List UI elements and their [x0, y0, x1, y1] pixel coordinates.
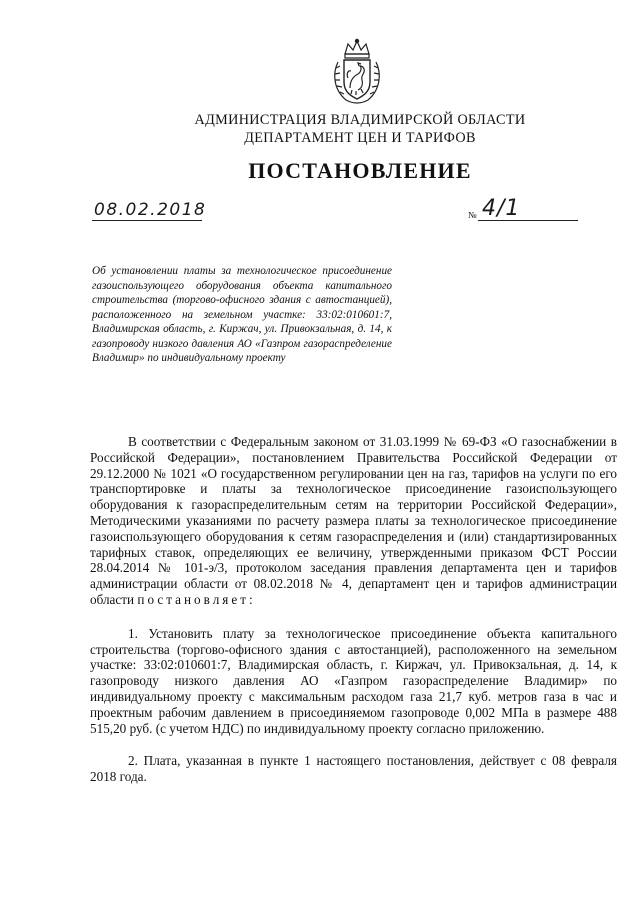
item-2-paragraph: 2. Плата, указанная в пункте 1 настоящего постановления, действует с 08 февраля 2018 года. — [90, 753, 617, 785]
organization-name: АДМИНИСТРАЦИЯ ВЛАДИМИРСКОЙ ОБЛАСТИ — [194, 112, 526, 128]
number-underline — [478, 220, 578, 221]
date-underline — [92, 220, 202, 221]
decree-word: постановляет: — [137, 591, 256, 607]
handwritten-number: 4/1 — [482, 196, 521, 221]
item-1-paragraph: 1. Установить плату за технологическое присоединение объекта капитального строительства (торгово-офисного здания с автостанцией), расположенного на земельном участке: 33:02:010601:7, Владимирская область, г. Киржач, ул. Привокзальная, д. 14, к газопроводу низкого давления АО «Газпром газораспределение Владимир» по индивидуальному проекту с максимальным расходом газа 21,7 куб. метров газа в час и проектным рабочим давлением в присоединяемом газопроводе 0,002 МПа в размере 488 515,20 руб. (с учетом НДС) по индивидуальному проекту согласно приложению. — [90, 625, 617, 736]
document-subject: Об установлении платы за технологическое присоединение газоиспользующего оборудования объекта капитального строительства (торгово-офисного здания с автостанцией), расположенного на земельном участке: 33:02:010601:7, Владимирская область, г. Киржач, ул. Привокзальная, д. 14, к газопроводу низкого давления АО «Газпром газораспределение Владимир» по индивидуальному проекту — [92, 265, 392, 364]
number-label: № — [468, 210, 477, 220]
document-type-title: ПОСТАНОВЛЕНИЕ — [248, 158, 472, 183]
handwritten-date: 08.02.2018 — [94, 200, 207, 220]
department-name: ДЕПАРТАМЕНТ ЦЕН И ТАРИФОВ — [244, 130, 476, 146]
coat-of-arms-emblem — [328, 38, 386, 108]
document-body — [90, 434, 617, 785]
preamble-text: В соответствии с Федеральным законом от 31.03.1999 № 69-ФЗ «О газоснабжении в Российской Федерации», постановлением Правительства Российской Федерации от 29.12.2000 № 1021 «О государственном регулировании цен на газ, тарифов на услуги по его транспортировке и платы за технологическое присоединение газоиспользующего оборудования к газораспределительным сетям на территории Российской Федерации», Методическими указаниями по расчету размера платы за технологическое присоединение газоиспользующего оборудования к сетям газораспределения и (или) стандартизированных тарифных ставок, определяющих ее величину, утвержденными приказом ФСТ России 28.04.2014 № 101-э/3, протоколом заседания правления департамента цен и тарифов администрации области от 08.02.2018 № 4, департамент цен и тарифов администрации области — [90, 434, 617, 607]
preamble-paragraph — [90, 434, 617, 608]
